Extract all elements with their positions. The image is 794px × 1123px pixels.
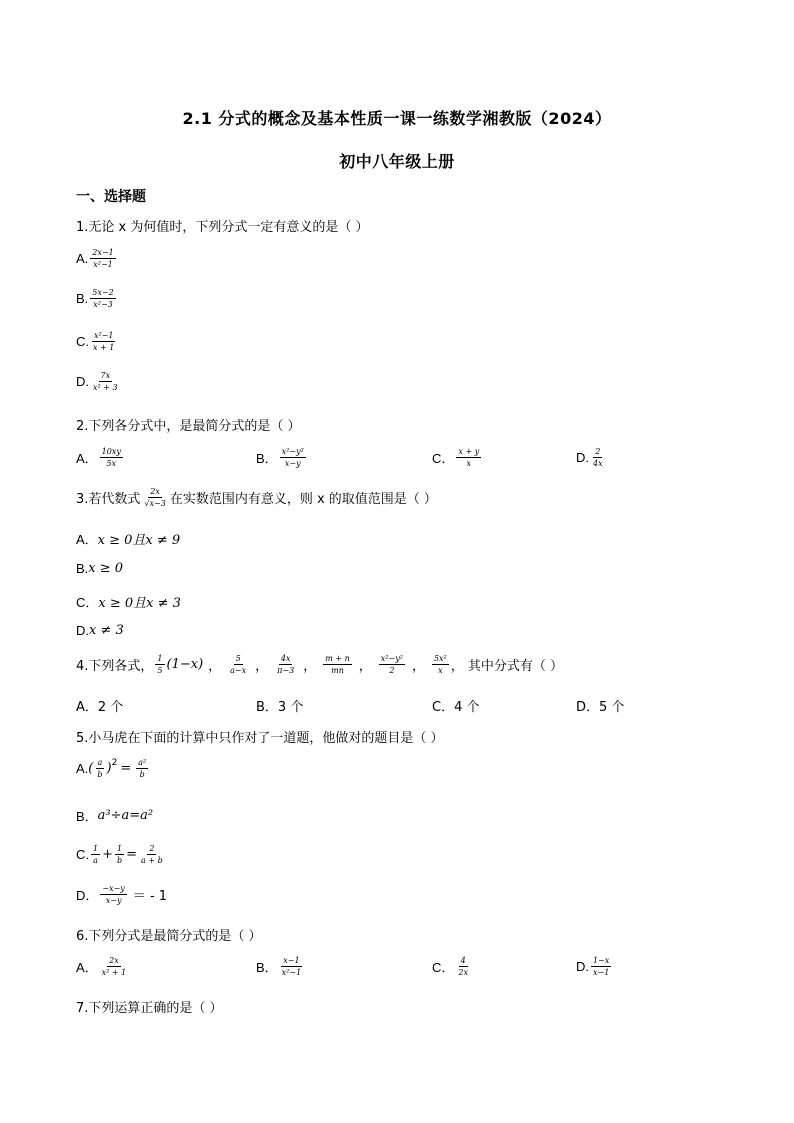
option-label: B．	[256, 451, 278, 467]
q6-option-d[interactable]	[576, 956, 613, 977]
q5-option-b[interactable]	[76, 806, 153, 825]
stem-text: ， 其中分式有（ ）	[450, 659, 564, 675]
equals-sign: =	[126, 847, 138, 863]
numerator: 2x	[148, 487, 162, 498]
fraction	[115, 844, 124, 865]
option-label: A.	[76, 251, 89, 267]
plus-sign: +	[102, 847, 113, 863]
math-expression: x ≥ 0且x ≠ 3	[98, 596, 181, 611]
q1-option-b[interactable]	[76, 288, 118, 309]
fraction	[91, 371, 120, 392]
fraction	[139, 844, 165, 865]
fraction	[100, 884, 126, 905]
option-label: C．	[432, 960, 455, 976]
q2-option-a[interactable]	[76, 447, 125, 468]
q3-option-b[interactable]	[76, 561, 123, 576]
fraction	[280, 447, 306, 468]
question-4-stem	[76, 654, 563, 675]
open-paren: (	[88, 761, 94, 777]
denominator: √x−3	[144, 499, 166, 509]
option-label: D.	[76, 623, 89, 638]
option-label: B．	[76, 809, 98, 824]
option-label: A．	[76, 532, 98, 547]
q1-option-d[interactable]	[76, 371, 122, 392]
question-6-stem: 6.下列分式是最简分式的是（ ）	[76, 929, 262, 944]
numerator: −x−y	[100, 884, 126, 895]
document-subtitle: 初中八年级上册	[339, 152, 455, 171]
q2-option-d[interactable]	[576, 447, 607, 468]
close-paren: )	[106, 761, 112, 777]
fraction	[456, 447, 481, 468]
separator: ，	[358, 659, 372, 675]
stem-text: 在实数范围内有意义，则 x 的取值范围是（ ）	[169, 492, 437, 508]
numerator: 7x	[99, 371, 113, 382]
denominator: x²−3	[93, 300, 113, 310]
numerator: 10xy	[100, 447, 123, 458]
fraction	[456, 956, 470, 977]
q3-option-c[interactable]	[76, 592, 181, 611]
separator: ，	[208, 659, 222, 675]
separator: ，	[255, 659, 269, 675]
denominator: 5x	[106, 459, 117, 469]
q4-option-a[interactable]: A．2 个	[76, 700, 124, 715]
question-1-stem: 1.无论 x 为何值时，下列分式一定有意义的是（ ）	[76, 220, 369, 235]
numerator: 4x	[279, 654, 293, 665]
numerator: 5x−2	[90, 288, 115, 299]
denominator: x−y	[284, 459, 301, 469]
math-expression: x ≥ 0且x ≠ 9	[97, 533, 181, 548]
option-label: C.	[76, 847, 89, 863]
numerator: 5	[234, 654, 243, 665]
expression-4-fraction	[323, 654, 352, 675]
denominator: 4x	[593, 459, 603, 469]
expression-2-fraction	[228, 654, 248, 675]
numerator: a²	[136, 758, 148, 769]
expression-6-fraction	[432, 654, 449, 675]
denominator: x² + 3	[93, 383, 118, 393]
denominator: π−3	[277, 666, 295, 676]
q3-option-a[interactable]	[76, 529, 180, 548]
numerator: 1	[115, 844, 124, 855]
q5-option-a[interactable]	[76, 758, 150, 779]
q2-option-b[interactable]	[256, 447, 308, 468]
stem-text: 4.下列各式，	[76, 659, 154, 675]
numerator: x−1	[281, 956, 301, 967]
fraction	[591, 956, 611, 977]
numerator: 5x²	[432, 654, 449, 665]
option-label: A．	[76, 960, 98, 976]
numerator: 1	[91, 844, 100, 855]
q6-option-b[interactable]	[256, 956, 305, 977]
q1-option-a[interactable]	[76, 248, 118, 269]
numerator: a	[96, 758, 105, 769]
fraction	[95, 758, 104, 779]
expression-1-tail: (1−x)	[166, 657, 204, 673]
q6-option-a[interactable]	[76, 956, 130, 977]
option-label: C．	[432, 451, 455, 467]
fraction	[90, 288, 115, 309]
q2-option-c[interactable]	[432, 447, 483, 468]
denominator: 5	[157, 666, 163, 676]
q3-option-d[interactable]	[76, 623, 124, 638]
numerator: 2x	[107, 956, 121, 967]
denominator: x	[438, 666, 443, 676]
denominator: x² + 1	[101, 968, 127, 978]
numerator: 1−x	[591, 956, 611, 967]
fraction	[91, 844, 100, 865]
option-label: A．	[76, 451, 98, 467]
fraction	[100, 956, 129, 977]
denominator: x−1	[593, 968, 610, 978]
expression-5-fraction	[379, 654, 405, 675]
math-expression: x ≠ 3	[89, 623, 124, 638]
stem-text: 3.若代数式	[76, 492, 141, 508]
separator: ，	[411, 659, 425, 675]
q4-option-b[interactable]: B．3 个	[256, 700, 304, 715]
numerator: x²−y²	[379, 654, 405, 665]
math-expression: x ≥ 0	[88, 561, 124, 576]
q4-option-c[interactable]: C．4 个	[432, 700, 480, 715]
numerator: m + n	[323, 654, 352, 665]
fraction	[90, 248, 115, 269]
q6-option-c[interactable]	[432, 956, 472, 977]
equals-sign: =	[120, 761, 132, 777]
separator: ，	[303, 659, 317, 675]
math-expression: a³÷a=a²	[97, 808, 154, 823]
denominator: a + b	[141, 856, 163, 866]
denominator: 2	[389, 666, 395, 676]
denominator: a−x	[230, 666, 247, 676]
right-hand-side: ＝ - 1	[132, 889, 168, 905]
fraction	[591, 447, 605, 468]
option-label: D.	[576, 450, 589, 466]
question-3-stem	[76, 487, 437, 508]
q5-option-d[interactable]	[76, 884, 167, 905]
denominator: a	[93, 856, 98, 866]
document-title: 2.1 分式的概念及基本性质一课一练数学湘教版（2024）	[182, 109, 612, 128]
numerator: 2	[147, 844, 156, 855]
option-label: D．	[76, 888, 99, 904]
numerator: x²−y²	[280, 447, 306, 458]
numerator: x + y	[456, 447, 481, 458]
numerator: 1	[155, 654, 164, 665]
section-heading: 一、选择题	[76, 189, 146, 205]
option-label: D.	[76, 374, 89, 390]
denominator: x + 1	[93, 343, 115, 353]
expression-3-fraction	[275, 654, 296, 675]
denominator: x−y	[105, 896, 122, 906]
numerator: 2x−1	[90, 248, 115, 259]
numerator: x²−1	[92, 331, 116, 342]
numerator: 4	[459, 956, 468, 967]
fraction	[91, 331, 116, 352]
option-label: A.	[76, 761, 89, 777]
fraction	[142, 487, 167, 508]
question-7-stem: 7.下列运算正确的是（ ）	[76, 1001, 223, 1016]
denominator: x²−1	[93, 260, 113, 270]
question-5-stem: 5.小马虎在下面的计算中只作对了一道题，他做对的题目是（ ）	[76, 731, 444, 746]
option-label: B．	[256, 960, 278, 976]
denominator: b	[139, 770, 145, 780]
question-2-stem: 2.下列各分式中，是最简分式的是（ ）	[76, 419, 301, 434]
numerator: 2	[593, 447, 602, 458]
denominator: b	[97, 770, 103, 780]
option-label: C．	[76, 595, 99, 610]
fraction	[280, 956, 304, 977]
q5-option-c[interactable]	[76, 844, 167, 865]
denominator: b	[117, 856, 123, 866]
denominator: 2x	[458, 968, 468, 978]
option-label: C.	[76, 334, 89, 350]
fraction	[136, 758, 148, 779]
q1-option-c[interactable]	[76, 331, 118, 352]
denominator: x²−1	[281, 968, 302, 978]
option-label: B.	[76, 561, 89, 576]
option-label: D.	[576, 959, 589, 975]
option-label: B.	[76, 291, 89, 307]
exponent: 2	[111, 757, 118, 768]
denominator: mn	[331, 666, 344, 676]
denominator: x	[466, 459, 472, 469]
expression-1-fraction	[155, 654, 164, 675]
fraction	[100, 447, 123, 468]
q4-option-d[interactable]: D．5 个	[576, 700, 625, 715]
